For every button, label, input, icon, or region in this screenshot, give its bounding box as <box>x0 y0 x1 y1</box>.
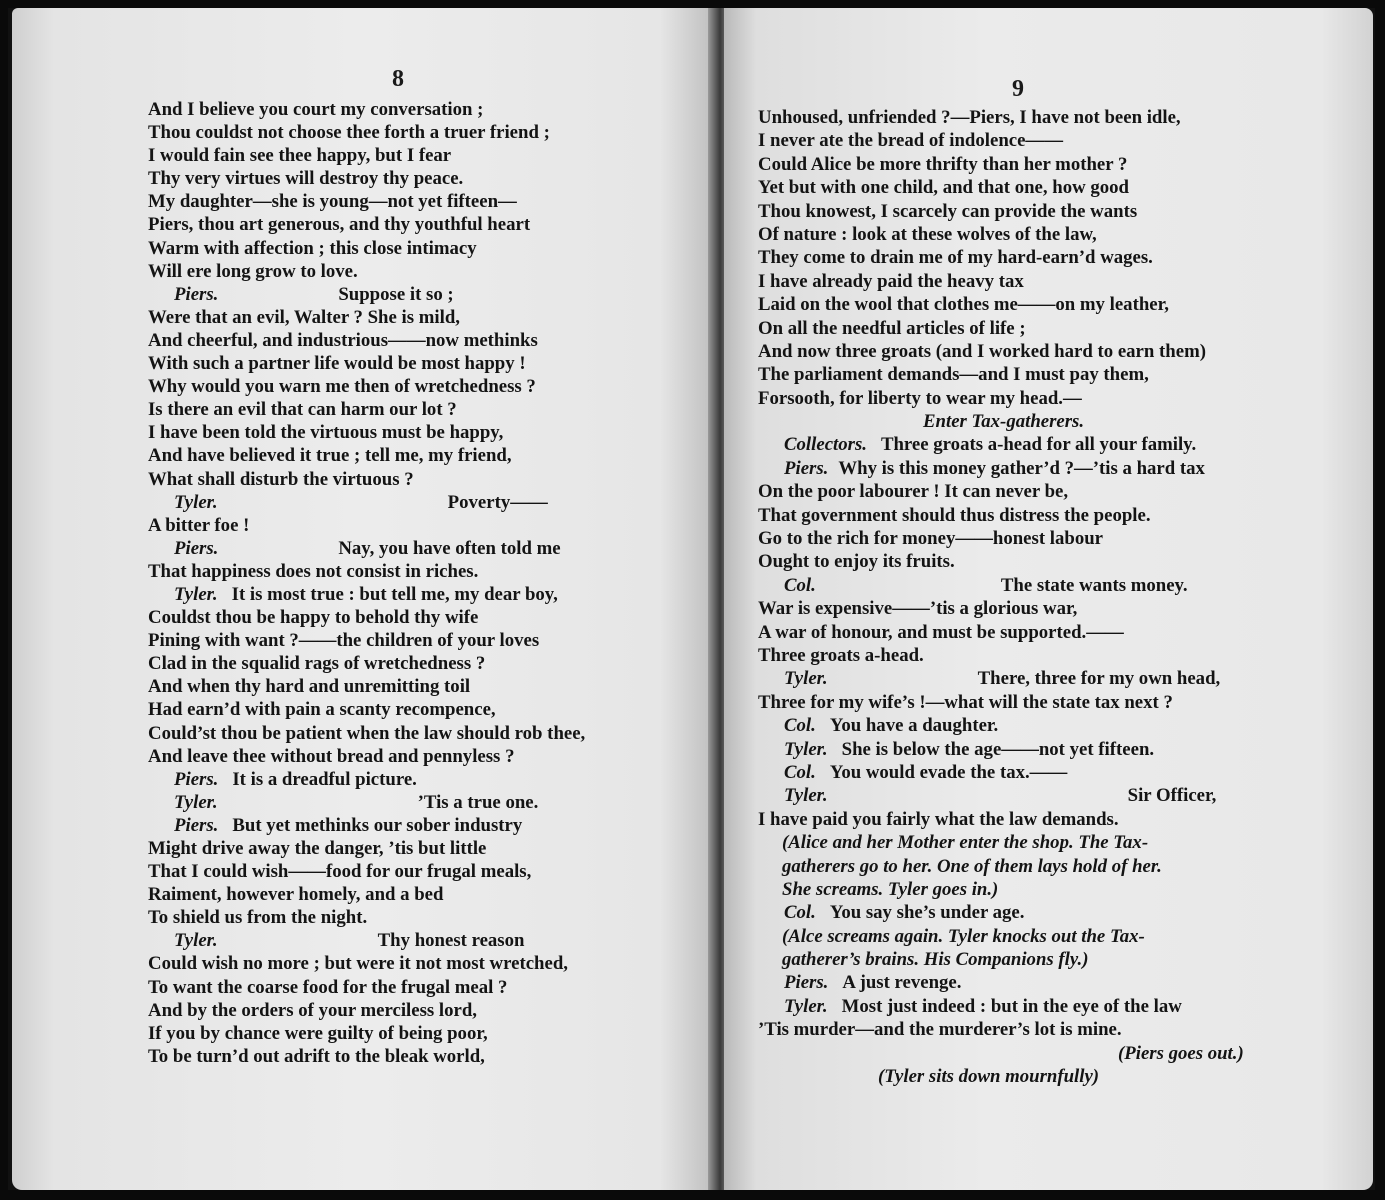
line-text: ’Tis murder—and the murderer’s lot is mine. <box>758 1019 1122 1041</box>
text-line <box>148 583 585 606</box>
line-text: A just revenge. <box>842 972 962 994</box>
page-number: 8 <box>392 66 404 92</box>
text-line <box>148 213 585 236</box>
line-text: You have a daughter. <box>829 715 999 737</box>
speaker-name: Tyler. <box>174 930 218 952</box>
text-line <box>148 514 585 537</box>
line-text: Could Alice be more thrifty than her mother ? <box>758 153 1128 175</box>
speaker-name: Col. <box>784 574 816 596</box>
text-line <box>758 176 1244 199</box>
line-text: And by the orders of your merciless lord, <box>148 999 478 1021</box>
text-line <box>758 667 1244 690</box>
text-line <box>148 144 585 167</box>
speaker-name: Piers. <box>174 814 219 836</box>
text-line <box>758 878 1244 901</box>
line-text: There, three for my own head, <box>977 668 1221 690</box>
text-line <box>758 761 1244 784</box>
text-line <box>758 691 1244 714</box>
text-line <box>148 121 585 144</box>
line-text: Warm with affection ; this close intimacy <box>148 237 477 259</box>
text-line <box>758 317 1244 340</box>
line-text: That happiness does not consist in riches. <box>148 560 479 582</box>
line-text: Thy honest reason <box>377 930 525 952</box>
text-line <box>758 106 1244 129</box>
text-line <box>148 860 585 883</box>
line-text: Go to the rich for money——honest labour <box>758 528 1104 550</box>
line-text: Why would you warn me then of wretchedness ? <box>148 376 536 398</box>
line-text: Thou couldst not choose thee forth a truer friend ; <box>148 122 550 144</box>
line-text: Thy very virtues will destroy thy peace. <box>148 168 464 190</box>
text-line <box>148 444 585 467</box>
line-text: Most just indeed : but in the eye of the law <box>841 995 1182 1017</box>
line-text: You say she’s under age. <box>829 902 1025 924</box>
speaker-name: Tyler. <box>784 738 828 760</box>
line-text: Couldst thou be happy to behold thy wife <box>148 607 479 629</box>
line-text: Pining with want ?——the children of your loves <box>148 630 540 652</box>
text-line <box>758 129 1244 152</box>
text-line <box>148 999 585 1022</box>
text-line <box>758 153 1244 176</box>
left-page <box>12 8 716 1190</box>
speaker-name: Piers. <box>784 972 829 994</box>
text-line <box>758 293 1244 316</box>
text-line <box>758 550 1244 573</box>
line-text: Of nature : look at these wolves of the law, <box>758 223 1097 245</box>
speaker-name: Tyler. <box>174 491 218 513</box>
text-line <box>148 883 585 906</box>
text-line <box>758 1065 1244 1088</box>
text-line <box>148 976 585 999</box>
page-text <box>148 98 585 1068</box>
text-line <box>148 768 585 791</box>
line-text: She is below the age——not yet fifteen. <box>841 738 1155 760</box>
line-text: I would fain see thee happy, but I fear <box>148 145 452 167</box>
speaker-name: Tyler. <box>784 785 828 807</box>
line-text: Why is this money gather’d ?—’tis a hard tax <box>838 457 1205 479</box>
stage-direction: (Tyler sits down mournfully) <box>878 1066 1100 1088</box>
line-text: And have believed it true ; tell me, my friend, <box>148 445 512 467</box>
stage-direction: She screams. Tyler goes in.) <box>782 878 999 900</box>
line-text: On all the needful articles of life ; <box>758 317 1026 339</box>
line-text: Could’st thou be patient when the law should rob thee, <box>148 722 586 744</box>
line-text: Raiment, however homely, and a bed <box>148 884 444 906</box>
text-line <box>758 597 1244 620</box>
line-text: You would evade the tax.—— <box>829 761 1068 783</box>
text-line <box>758 246 1244 269</box>
line-text: Ought to enjoy its fruits. <box>758 551 955 573</box>
text-line <box>758 1042 1244 1065</box>
text-line <box>758 831 1244 854</box>
text-line <box>148 952 585 975</box>
text-line <box>148 629 585 652</box>
text-line <box>758 363 1244 386</box>
text-line <box>148 375 585 398</box>
text-line <box>148 491 585 514</box>
line-text: Might drive away the danger, ’tis but little <box>148 838 487 859</box>
text-line <box>148 698 585 721</box>
text-line <box>758 574 1244 597</box>
line-text: Suppose it so ; <box>338 283 454 305</box>
text-line <box>758 784 1244 807</box>
text-line <box>758 200 1244 223</box>
line-text: Yet but with one child, and that one, how good <box>758 177 1129 199</box>
speaker-name: Tyler. <box>784 668 828 690</box>
text-line <box>148 814 585 837</box>
line-text: Is there an evil that can harm our lot ? <box>148 399 457 421</box>
line-text: The parliament demands—and I must pay them, <box>758 364 1149 386</box>
text-line <box>148 929 585 952</box>
text-line <box>148 237 585 260</box>
line-text: I have been told the virtuous must be happy, <box>148 422 504 444</box>
line-text: Thou knowest, I scarcely can provide the wants <box>758 200 1138 222</box>
text-line <box>758 925 1244 948</box>
page-text <box>758 106 1244 1088</box>
text-line <box>758 480 1244 503</box>
line-text: On the poor labourer ! It can never be, <box>758 481 1069 503</box>
line-text: That I could wish——food for our frugal meals, <box>148 861 532 883</box>
text-line <box>758 808 1244 831</box>
line-text: I never ate the bread of indolence—— <box>758 130 1063 152</box>
line-text: A war of honour, and must be supported.—— <box>758 621 1124 643</box>
text-line <box>148 560 585 583</box>
text-line <box>148 283 585 306</box>
line-text: To shield us from the night. <box>148 907 368 929</box>
text-line <box>148 791 585 814</box>
line-text: My daughter—she is young—not yet fifteen— <box>148 191 517 213</box>
text-line <box>148 352 585 375</box>
text-line <box>758 971 1244 994</box>
text-line <box>758 855 1244 878</box>
text-line <box>148 421 585 444</box>
text-line <box>758 714 1244 737</box>
text-line <box>758 621 1244 644</box>
right-page <box>724 8 1373 1190</box>
text-line <box>758 270 1244 293</box>
line-text: Poverty—— <box>447 491 548 513</box>
text-line <box>758 995 1244 1018</box>
text-line <box>148 745 585 768</box>
line-text: War is expensive——’tis a glorious war, <box>758 598 1078 620</box>
line-text: And cheerful, and industrious——now methinks <box>148 329 538 351</box>
text-line <box>758 457 1244 480</box>
text-line <box>148 306 585 329</box>
line-text: To be turn’d out adrift to the bleak world, <box>148 1045 485 1067</box>
line-text: If you by chance were guilty of being poor, <box>148 1022 488 1044</box>
line-text: I have paid you fairly what the law demands. <box>758 808 1119 830</box>
text-line <box>148 722 585 745</box>
line-text: Clad in the squalid rags of wretchedness ? <box>148 653 486 675</box>
book-spread <box>8 8 1375 1190</box>
text-line <box>148 606 585 629</box>
speaker-name: Col. <box>784 902 816 924</box>
speaker-name: Tyler. <box>174 583 218 605</box>
line-text: Laid on the wool that clothes me——on my leather, <box>758 294 1169 316</box>
stage-direction: (Alce screams again. Tyler knocks out the Tax- <box>782 925 1145 947</box>
text-line <box>758 644 1244 667</box>
line-text: Piers, thou art generous, and thy youthful heart <box>148 214 531 236</box>
text-line <box>148 260 585 283</box>
text-line <box>148 468 585 491</box>
text-line <box>148 1022 585 1045</box>
speaker-name: Piers. <box>174 283 219 305</box>
line-text: Three groats a-head for all your family. <box>880 434 1197 456</box>
line-text: I have already paid the heavy tax <box>758 270 1024 292</box>
line-text: Could wish no more ; but were it not most wretched, <box>148 953 568 975</box>
line-text: To want the coarse food for the frugal meal ? <box>148 976 508 998</box>
line-text: The state wants money. <box>1000 574 1188 596</box>
line-text: A bitter foe ! <box>148 514 250 536</box>
line-text: They come to drain me of my hard-earn’d wages. <box>758 247 1153 269</box>
speaker-name: Tyler. <box>784 995 828 1017</box>
text-line <box>148 167 585 190</box>
line-text: And I believe you court my conversation ; <box>148 99 484 120</box>
text-line <box>148 675 585 698</box>
text-line <box>148 190 585 213</box>
text-line <box>148 906 585 929</box>
text-line <box>758 504 1244 527</box>
speaker-name: Piers. <box>174 768 219 790</box>
stage-direction: gatherer’s brains. His Companions fly.) <box>782 949 1089 971</box>
line-text: Nay, you have often told me <box>338 537 561 559</box>
text-line <box>758 901 1244 924</box>
line-text: With such a partner life would be most happy ! <box>148 353 526 375</box>
line-text: And when thy hard and unremitting toil <box>148 676 471 698</box>
stage-direction: Enter Tax-gatherers. <box>923 411 1085 433</box>
line-text: And now three groats (and I worked hard to earn them) <box>758 340 1206 362</box>
speaker-name: Piers. <box>784 457 829 479</box>
text-line <box>758 433 1244 456</box>
text-line <box>148 537 585 560</box>
line-text: And leave thee without bread and pennyless ? <box>148 745 515 767</box>
stage-direction: (Piers goes out.) <box>1118 1042 1244 1064</box>
speaker-name: Col. <box>784 761 816 783</box>
line-text: But yet methinks our sober industry <box>232 814 523 836</box>
text-line <box>758 527 1244 550</box>
line-text: Three for my wife’s !—what will the state tax next ? <box>758 691 1173 713</box>
line-text: It is a dreadful picture. <box>232 768 417 790</box>
speaker-name: Collectors. <box>784 434 867 456</box>
line-text: Had earn’d with pain a scanty recompence, <box>148 699 496 721</box>
stage-direction: gatherers go to her. One of them lays hold of her. <box>782 855 1162 877</box>
text-line <box>758 340 1244 363</box>
text-line <box>758 738 1244 761</box>
line-text: It is most true : but tell me, my dear boy, <box>231 583 558 605</box>
speaker-name: Tyler. <box>174 791 218 813</box>
text-line <box>148 837 585 860</box>
text-line <box>148 98 585 121</box>
line-text: Three groats a-head. <box>758 644 924 666</box>
text-line <box>148 652 585 675</box>
line-text: ’Tis a true one. <box>417 791 539 813</box>
stage-direction: (Alice and her Mother enter the shop. The Tax- <box>782 832 1149 854</box>
speaker-name: Piers. <box>174 537 219 559</box>
text-line <box>758 223 1244 246</box>
page-number: 9 <box>1012 76 1024 102</box>
line-text: Forsooth, for liberty to wear my head.— <box>758 387 1082 409</box>
text-line <box>148 398 585 421</box>
text-line <box>148 329 585 352</box>
speaker-name: Col. <box>784 715 816 737</box>
text-line <box>758 1018 1244 1041</box>
line-text: Were that an evil, Walter ? She is mild, <box>148 306 460 328</box>
text-line <box>758 948 1244 971</box>
text-line <box>758 410 1244 433</box>
line-text: Will ere long grow to love. <box>148 260 358 282</box>
line-text: What shall disturb the virtuous ? <box>148 468 414 490</box>
text-line <box>148 1045 585 1068</box>
line-text: Sir Officer, <box>1127 785 1217 807</box>
line-text: That government should thus distress the people. <box>758 504 1151 526</box>
line-text: Unhoused, unfriended ?—Piers, I have not been idle, <box>758 107 1181 128</box>
text-line <box>758 387 1244 410</box>
